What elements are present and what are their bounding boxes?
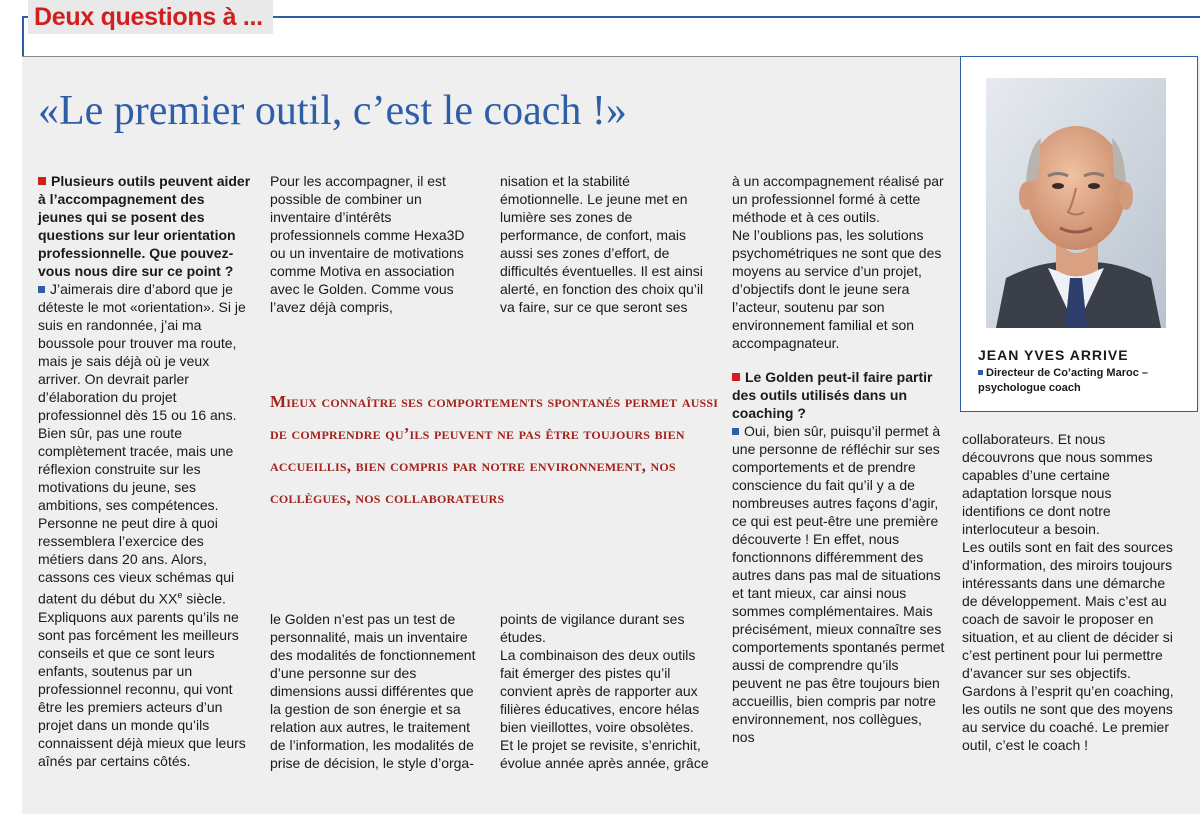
- column-2-bottom: le Golden n’est pas un test de personnalité, mais un inventaire des modalités de fonctionnement d’une personne sur des dimensions aussi différentes que la gestion de son énergie et sa relation aux autres, le traitement de l’information, les modalités de prise de décision, le style d’orga-: [270, 611, 476, 771]
- column-3-bottom: points de vigilance durant ses études. La combinaison des deux outils fait émerger des pistes qu’il convient après de rapporter aux filières éducatives, encore hélas bien vieillottes, voire obsolètes. Et le projet se revisite, s’enrichit, évolue année après année, grâce: [500, 611, 709, 771]
- section-title: Deux questions à ...: [28, 0, 273, 34]
- column-3-top: nisation et la stabilité émotionnelle. Le jeune met en lumière ses zones de performance, de confort, mais aussi ses zones d’effort, de difficultés éventuelles. Il est ainsi alerté, en fonction des choix qu’il va faire, sur ce que seront ses: [500, 173, 704, 315]
- red-square-icon: [732, 373, 740, 381]
- answer-2: Oui, bien sûr, puisqu’il permet à une personne de réfléchir sur ses comportements et de prendre conscience du fait qu’il y a de nombreuses autres façons d’agir, ce qui est peut-être une première découverte ! En effet, nous fonctionnons différemment des autres dans pas mal de situations et tant mieux, car ainsi nous sommes complémentaires. Mais précisément, mieux connaître ses comportements spontanés permet aussi de comprendre qu’ils peuvent ne pas être toujours bien accueillis, bien compris par notre environnement, nos collègues, nos: [732, 423, 945, 745]
- red-square-icon: [38, 177, 46, 185]
- portrait-illustration: [986, 78, 1166, 328]
- pull-quote: Mieux connaître ses comportements spontanés permet aussi de comprendre qu’ils peuvent ne pas être toujours bien accueillis, bien compris par notre environnement, nos collègues, nos collaborateurs: [270, 392, 719, 507]
- question-1: Plusieurs outils peuvent aider à l’accompagnement des jeunes qui se posent des questions sur leur orientation professionnelle. Que pouvez-vous nous dire sur ce point ?: [38, 173, 251, 279]
- column-5: collaborateurs. Et nous découvrons que nous sommes capables d’une certaine adaptation lorsque nous identifions ce dont notre interlocuteur a besoin. Les outils sont en fait des sources d’information, des miroirs toujours intéressants dans une démarche de développement. Mais c’est au coach de savoir le proposer en situation, et au client de décider si c’est pertinent pour lui permettre d’avancer sur ses objectifs. Gardons à l’esprit qu’en coaching, les outils ne sont que des moyens au service du coaché. Le premier outil, c’est le coach !: [962, 431, 1174, 753]
- column-1: [38, 172, 252, 770]
- blue-square-icon: [38, 286, 45, 293]
- column-4: à un accompagnement réalisé par un professionnel formé à cette méthode et à ces outils. Ne l’oublions pas, les solutions psychométriques ne sont que des moyens au service d’un projet, d’objectifs dont le jeune sera l’acteur, soutenu par son environnement familial et son accompagnateur. Le Golden peut-il faire partir des outils utilisés dans un coaching ? Oui, bien sûr, puisqu’il permet à une personne de réfléchir sur ses comportements et de prendre conscience du fait qu’il y a de nombreuses autres façons d’agir, ce qui est peut-être une première découverte ! En effet, nous fonctionnons différemment des autres dans pas mal de situations et tant mieux, car ainsi nous sommes complémentaires. Mais précisément, mieux connaître ses comportements spontanés permet aussi de comprendre qu’ils peuvent ne pas être toujours bien accueillis, bien compris par notre environnement, nos collègues, nos: [732, 173, 945, 745]
- answer-1a: J’aimerais dire d’abord que je déteste le mot «orientation». Si je suis en randonnée, j’ai ma boussole pour trouver ma route, mais je sais déjà où je veux arriver. On devrait parler d’élaboration du projet professionnel dès 15 ou 16 ans. Bien sûr, pas une route complètement tracée, mais une réflexion construite sur les motivations du jeune, ses ambitions, ses compétences.: [38, 281, 246, 513]
- header-rule-left: [22, 16, 24, 58]
- question-2: Le Golden peut-il faire partir des outils utilisés dans un coaching ?: [732, 369, 933, 421]
- column-2-top: Pour les accompagner, il est possible de combiner un inventaire d’intérêts professionnels comme Hexa3D ou un inventaire de motivations comme Motiva en association avec le Golden. Comme vous l’avez déjà compris,: [270, 173, 465, 315]
- article-headline: «Le premier outil, c’est le coach !»: [38, 88, 627, 134]
- blue-square-icon: [732, 428, 739, 435]
- person-name: JEAN YVES ARRIVE: [978, 347, 1129, 363]
- portrait-photo: [986, 78, 1166, 328]
- answer-1b: Personne ne peut dire à quoi ressemblera l’exercice des métiers dans 20 ans. Alors, cassons ces vieux schémas qui datent du début du XXe siècle. Expliquons aux parents qu’ils ne sont pas forcément les meilleurs conseils et que ce sont leurs enfants, soutenus par un professionnel reconnu, qui vont être les premiers acteurs d’un projet dans un monde qu’ils connaissent déjà mieux que leurs aînés par certains côtés.: [38, 515, 246, 769]
- panel-top-border: [22, 56, 960, 57]
- person-role: Directeur de Co’acting Maroc – psychologue coach: [978, 367, 1148, 394]
- blue-square-icon: [978, 370, 983, 375]
